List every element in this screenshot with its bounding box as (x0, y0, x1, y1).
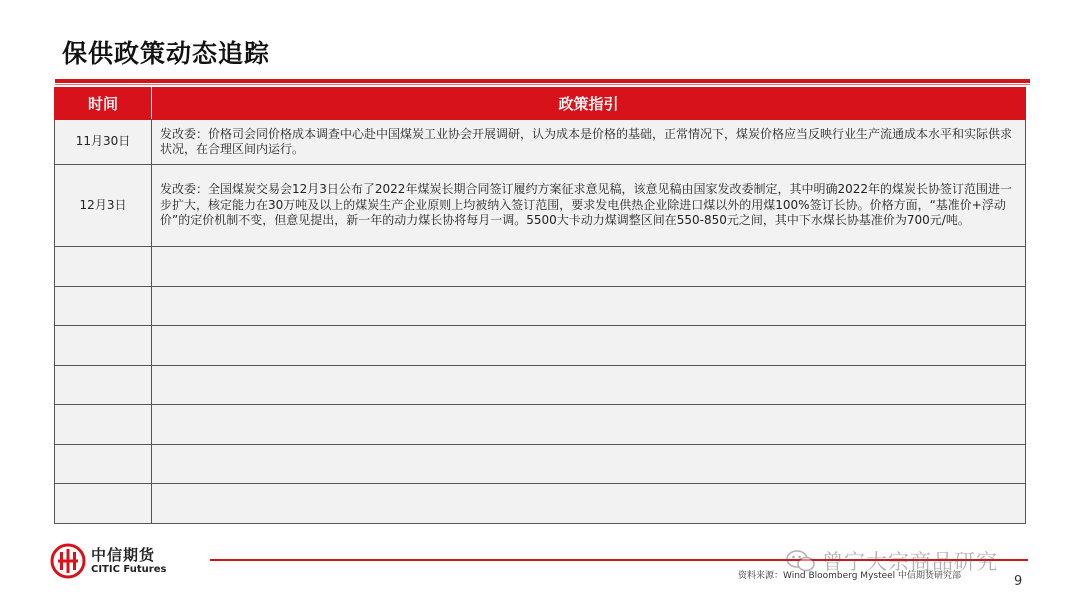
empty-cell (152, 365, 1026, 405)
policy-table (54, 87, 1026, 524)
table-row (55, 120, 1026, 165)
empty-cell (55, 326, 152, 366)
empty-row (55, 365, 1026, 405)
empty-cell (152, 247, 1026, 287)
table-header-row (55, 88, 1026, 120)
table-row (55, 165, 1026, 247)
title-divider (55, 79, 1030, 83)
empty-row (55, 247, 1026, 287)
row-policy-text: 发改委：全国煤炭交易会12月3日公布了2022年煤炭长期合同签订履约方案征求意见稿，该意见稿由国家发改委制定，其中明确2022年的煤炭长协签订范围进一步扩大，核定能力在30万吨及以上的煤炭生产企业原则上均被纳入签订范围，要求发电供热企业除进口煤以外的用煤100%签订长协。价格方面，“基准价+浮动价”的定价机制不变，但意见提出，新一年的动力煤长协将每月一调。5500大卡动力煤调整区间在550-850元之间，其中下水煤长协基准价为700元/吨。 (152, 165, 1026, 247)
empty-row (55, 286, 1026, 326)
empty-cell (152, 484, 1026, 524)
row-policy-text: 发改委：价格司会同价格成本调查中心赴中国煤炭工业协会开展调研，认为成本是价格的基础，正常情况下，煤炭价格应当反映行业生产流通成本水平和实际供求状况，在合理区间内运行。 (152, 120, 1026, 165)
company-logo (50, 543, 166, 579)
citic-logo-icon (50, 543, 86, 579)
title-divider-thin (55, 84, 1030, 85)
empty-cell (152, 444, 1026, 484)
empty-row (55, 444, 1026, 484)
empty-row (55, 405, 1026, 445)
empty-cell (152, 405, 1026, 445)
page-number: 9 (1014, 574, 1023, 589)
watermark-text: 曾宁大宗商品研究 (822, 550, 998, 574)
empty-row (55, 326, 1026, 366)
empty-cell (55, 365, 152, 405)
empty-cell (152, 326, 1026, 366)
page-title: 保供政策动态追踪 (62, 39, 271, 68)
row-date: 12月3日 (55, 165, 152, 247)
row-date: 11月30日 (55, 120, 152, 165)
source-note: 资料来源：Wind Bloomberg Mysteel 中信期货研究部 (738, 571, 962, 581)
empty-cell (55, 247, 152, 287)
empty-row (55, 484, 1026, 524)
empty-cell (55, 286, 152, 326)
empty-cell (152, 286, 1026, 326)
header-policy: 政策指引 (152, 88, 1026, 120)
empty-cell (55, 444, 152, 484)
empty-cell (55, 405, 152, 445)
logo-en-text: CITIC Futures (91, 563, 167, 575)
empty-cell (55, 484, 152, 524)
logo-cn-text: 中信期货 (91, 545, 156, 564)
header-time: 时间 (55, 88, 152, 120)
